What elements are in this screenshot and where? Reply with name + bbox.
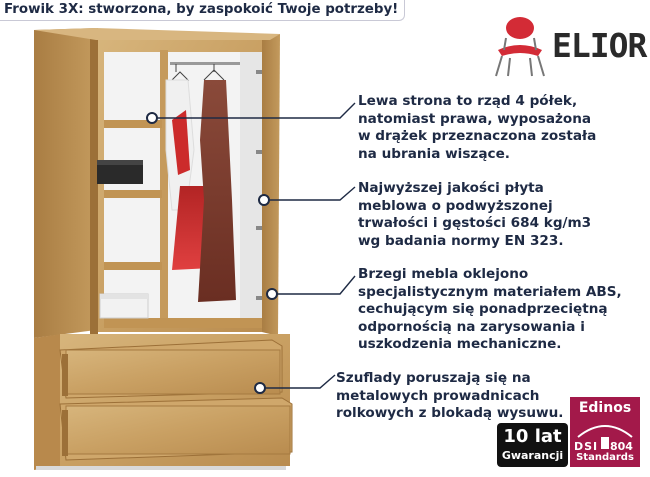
callout-line: natomiast prawa, wyposażona [358,110,592,127]
callout-drawers [336,370,563,423]
callout-dot-board [259,195,269,205]
callout-abs [358,266,622,354]
edinos-name: Edinos [578,400,632,416]
callout-line: meblowa o podwyższonej [358,197,553,214]
callout-line: trwałości i gęstości 684 kg/m3 [358,215,592,231]
callout-line: metalowych prowadnicach [336,387,540,404]
callout-line: wg badania normy EN 323. [358,232,564,249]
callout-board [358,180,591,250]
brand-logo: ELIOR [552,26,647,65]
callout-line: Brzegi mebla oklejono [358,266,529,282]
callout-line: cechującym się ponadprzeciętną [358,301,608,317]
warranty-badge [497,423,568,467]
edinos-standards: Standards [576,452,634,463]
callout-dot-drawers [255,383,265,393]
callout-line: rolkowych z blokadą wysuwu. [336,405,564,421]
page-title: Frowik 3X: stworzona, by zaspokoić Twoje potrzeby! [0,0,405,21]
callout-dot-shelves [147,113,157,123]
callout-line: uszkodzenia mechaniczne. [358,336,562,352]
callout-line: specjalistycznym materiałem ABS, [358,283,622,300]
callout-line: odpornością na zarysowania i [358,318,585,335]
callout-line: Szuflady poruszają się na [336,370,531,386]
callout-line: Lewa strona to rząd 4 półek, [358,93,578,109]
callout-line: Najwyższej jakości płyta [358,180,544,196]
warranty-label: Gwarancji [501,449,564,462]
red-chair-icon [488,14,548,78]
callout-line: w drążek przeznaczona została [358,128,597,144]
edinos-number: 804 [610,440,633,453]
edinos-dsi: DSI [574,440,599,453]
callout-shelves [358,93,596,163]
warranty-years: 10 lat [503,426,562,447]
callout-line: na ubrania wiszące. [358,145,510,162]
callout-dot-abs [267,289,277,299]
edinos-badge [570,397,640,467]
